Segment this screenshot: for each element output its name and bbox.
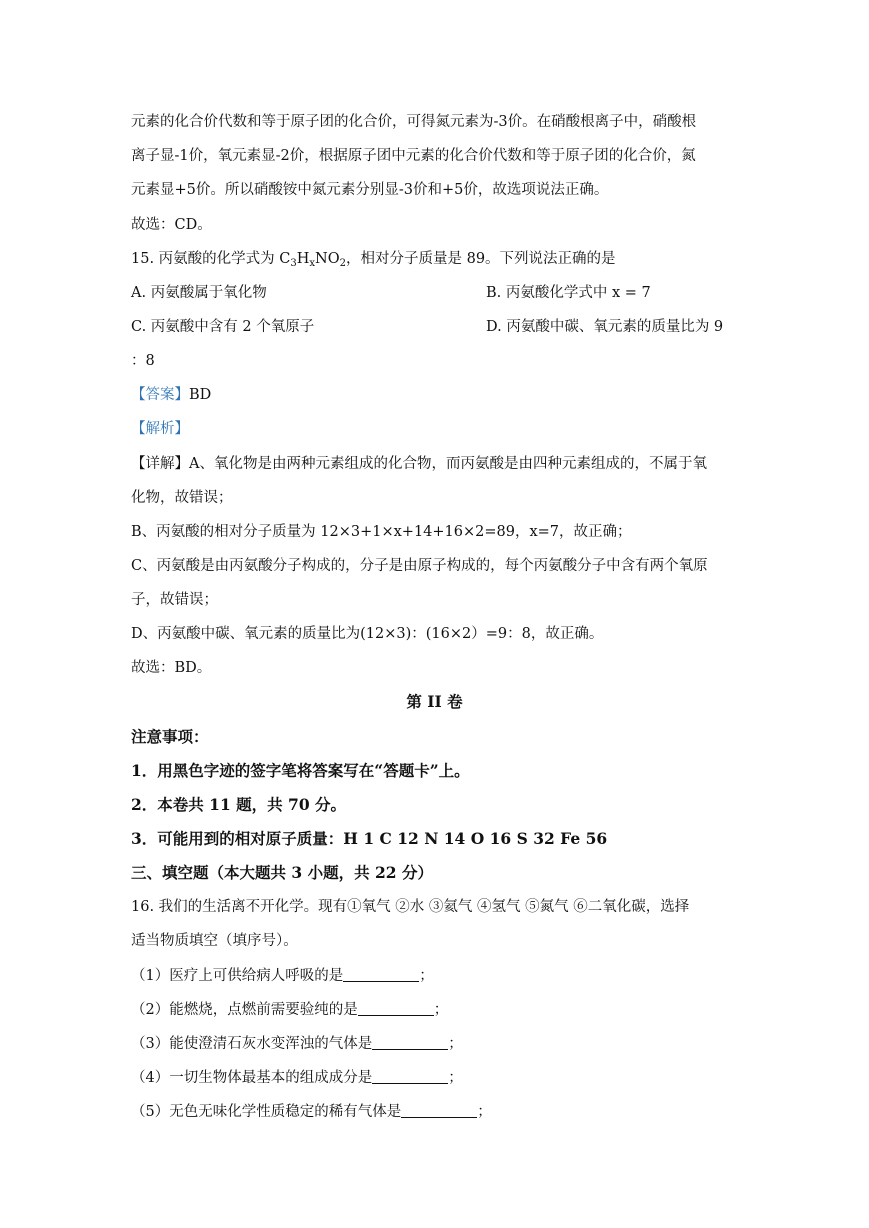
explanation-line: 元素的化合价代数和等于原子团的化合价，可得氮元素为-3价。在硝酸根离子中，硝酸根 <box>131 114 697 130</box>
answer-blank[interactable] <box>343 967 419 982</box>
fill-blank-item: （5）无色无味化学性质稳定的稀有气体是 ； <box>131 1104 492 1120</box>
fill-blank-item: （2）能燃烧，点燃前需要验纯的是 ； <box>131 1002 449 1018</box>
question-16-stem: 适当物质填空（填序号）。 <box>131 933 298 949</box>
answer-line <box>131 385 741 405</box>
question-15-stem: 15. 丙氨酸的化学式为 $C_3H_xNO_2$，相对分子质量是 89。下列说法正确的是 <box>131 251 616 269</box>
notes-title: 注意事项： <box>131 727 209 746</box>
option-c: C. 丙氨酸中含有 2 个氧原子 <box>131 319 315 335</box>
analysis-tag: 【解析】 <box>131 421 189 437</box>
option-d-continued: ：8 <box>131 353 155 369</box>
explanation-line: 元素显+5价。所以硝酸铵中氮元素分别显-3价和+5价，故选项说法正确。 <box>131 182 609 198</box>
question-16-stem: 16. 我们的生活离不开化学。现有①氧气 ②水 ③氦气 ④氢气 ⑤氮气 ⑥二氧化碳，选择 <box>131 899 690 915</box>
answer-tag: 【答案】 <box>131 387 189 403</box>
note-item: 1．用黑色字迹的签字笔将答案写在“答题卡”上。 <box>131 761 470 780</box>
note-item: 2．本卷共 11 题，共 70 分。 <box>131 795 347 814</box>
note-item: 3．可能用到的相对原子质量：H 1 C 12 N 14 O 16 S 32 Fe 56 <box>131 829 608 848</box>
answer-blank[interactable] <box>372 1069 448 1084</box>
detail-line: 子，故错误； <box>131 592 218 608</box>
explanation-line: 离子显-1价，氧元素显-2价，根据原子团中元素的化合价代数和等于原子团的化合价，氮 <box>131 148 696 164</box>
detail-line: 化物，故错误； <box>131 490 233 506</box>
answer-choice: 故选：BD。 <box>131 660 212 676</box>
fill-blank-item: （3）能使澄清石灰水变浑浊的气体是 ； <box>131 1036 463 1052</box>
fill-blank-item: （4）一切生物体最基本的组成成分是 ； <box>131 1070 463 1086</box>
option-b: B. 丙氨酸化学式中 x = 7 <box>486 285 651 301</box>
answer-choice: 故选：CD。 <box>131 217 212 233</box>
detail-line: D、丙氨酸中碳、氧元素的质量比为(12×3)：(16×2）=9：8，故正确。 <box>131 626 604 642</box>
answer-blank[interactable] <box>372 1035 448 1050</box>
part-title: 第 II 卷 <box>406 692 463 711</box>
fill-blank-item: （1）医疗上可供给病人呼吸的是 ； <box>131 968 434 984</box>
detail-line: B、丙氨酸的相对分子质量为 12×3+1×x+14+16×2=89，x=7，故正确； <box>131 524 632 540</box>
section-heading: 三、填空题（本大题共 3 小题，共 22 分） <box>131 863 433 882</box>
answer-blank[interactable] <box>401 1103 477 1118</box>
answer-blank[interactable] <box>358 1001 434 1016</box>
option-d: D. 丙氨酸中碳、氧元素的质量比为 9 <box>486 319 724 335</box>
option-a: A. 丙氨酸属于氧化物 <box>131 285 267 301</box>
answer-value: BD <box>189 387 212 403</box>
detail-line: 【详解】A、氧化物是由两种元素组成的化合物，而丙氨酸是由四种元素组成的，不属于氧 <box>131 456 707 472</box>
detail-line: C、丙氨酸是由丙氨酸分子构成的，分子是由原子构成的，每个丙氨酸分子中含有两个氧原 <box>131 558 708 574</box>
